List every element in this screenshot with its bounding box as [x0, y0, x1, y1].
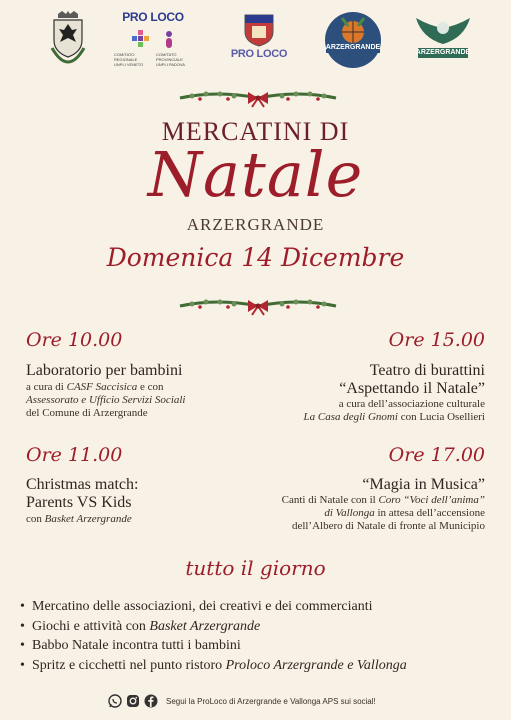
all-day-list — [20, 597, 500, 675]
event-desc-magia: Canti di Natale con il Coro “Voci dell’anima” di Vallonga in attesa dell’accensione dell’Albero di Natale di fronte al Municipio — [281, 494, 485, 532]
arzergrande-badge-text-2: ARZERGRANDE — [415, 49, 471, 56]
proloco-brand-text: PRO LOCO — [122, 10, 184, 24]
facebook-icon[interactable] — [144, 694, 158, 708]
arzergrande-badge-text-1: ARZERGRANDE — [325, 44, 381, 51]
event-desc-laboratorio: a cura di CASF Saccisica e con Assessorato e Ufficio Servizi Sociali del Comune di Arzergrande — [26, 381, 186, 419]
list-item: • Spritz e cicchetti nel punto ristoro Proloco Arzergrande e Vallonga — [20, 657, 407, 673]
eagle-badge-icon — [412, 10, 474, 70]
list-item: • Mercatino delle associazioni, dei creativi e dei commercianti — [20, 599, 373, 614]
heading-town: ARZERGRANDE — [186, 215, 325, 234]
heading-mercatini: MERCATINI DI — [161, 117, 350, 146]
proloco-arzergrande-logo — [228, 12, 290, 70]
proloco-shield-icon — [242, 12, 276, 48]
event-title-teatro: Teatro di burattini “Aspettando il Natale” — [339, 362, 485, 397]
event-time-17: Ore 17.00 — [388, 444, 485, 466]
coat-of-arms-icon — [46, 10, 90, 66]
heading-natale: Natale — [147, 138, 364, 211]
arzergrande-eagle-logo — [412, 10, 474, 70]
event-time-15: Ore 15.00 — [388, 329, 485, 351]
social-follow-text: Segui la ProLoco di Arzergrande e Vallonga APS sui social! — [166, 696, 376, 706]
event-title-laboratorio: Laboratorio per bambini — [26, 362, 183, 379]
basketball-badge-icon — [322, 10, 384, 70]
unpli-padova-icon — [162, 30, 176, 50]
event-desc-match: con Basket Arzergrande — [26, 513, 132, 525]
unpli-veneto-icon — [130, 30, 152, 50]
list-item: • Babbo Natale incontra tutti i bambini — [20, 638, 241, 653]
unpli-padova-label: COMITATO PROVINCIALE UNPLI PADOVA — [156, 52, 185, 67]
event-time-10: Ore 10.00 — [26, 329, 123, 351]
instagram-icon[interactable] — [126, 694, 140, 708]
social-footer — [108, 694, 376, 708]
event-title-magia: “Magia in Musica” — [362, 476, 485, 493]
list-item: • Giochi e attività con Basket Arzergrande — [20, 618, 261, 634]
unpli-veneto-label: COMITATO REGIONALE UNPLI VENETO — [114, 52, 144, 67]
event-date: Domenica 14 Dicembre — [106, 243, 405, 272]
event-time-11: Ore 11.00 — [26, 444, 123, 466]
municipality-coat-of-arms-logo — [46, 10, 90, 66]
holly-garland-top-icon — [178, 88, 338, 108]
proloco-unpli-logo — [112, 10, 194, 76]
arzergrande-basket-logo — [322, 10, 384, 70]
proloco-center-brand: PRO LOCO — [230, 48, 288, 60]
whatsapp-icon[interactable] — [108, 694, 122, 708]
holly-garland-middle-icon — [178, 296, 338, 316]
all-day-heading: tutto il giorno — [185, 556, 326, 580]
event-title-match: Christmas match: Parents VS Kids — [26, 476, 139, 511]
event-desc-teatro: a cura dell’associazione culturale La Casa degli Gnomi con Lucia Osellieri — [303, 398, 485, 423]
